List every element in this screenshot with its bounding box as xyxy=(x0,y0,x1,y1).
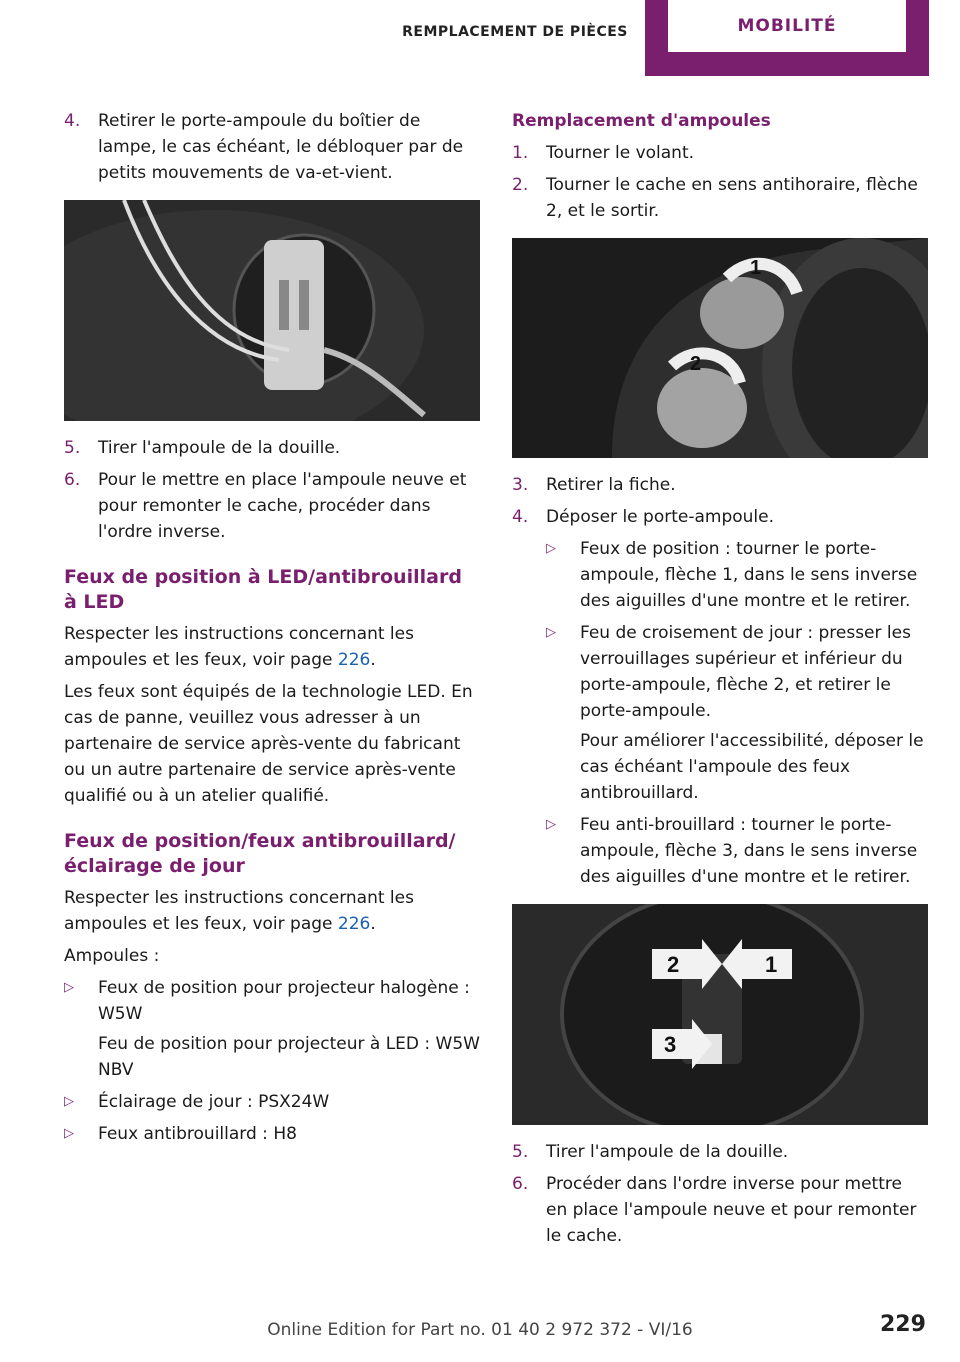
step-number: 5. xyxy=(64,438,81,458)
bullet-text: Feux de position : tourner le porte-ampoule, flèche 1, dans le sens inverse des aiguilles d'une montre et le retirer. xyxy=(580,539,918,611)
footer-edition: Online Edition for Part no. 01 40 2 972 372 - VI/16 xyxy=(267,1320,693,1340)
bulb-socket-photo xyxy=(512,904,928,1125)
page-number: 229 xyxy=(880,1312,926,1337)
step-number: 6. xyxy=(64,470,81,490)
header-section-title: REMPLACEMENT DE PIÈCES xyxy=(402,24,628,40)
header-tab-mobilite[interactable]: MOBILITÉ xyxy=(668,0,906,52)
list-item xyxy=(64,1121,480,1147)
heading-led: Feux de position à LED/antibrouillard à LED xyxy=(64,566,462,613)
step-text: Procéder dans l'ordre inverse pour mettre en place l'ampoule neuve et pour remonter le cache. xyxy=(546,1174,917,1246)
step-item xyxy=(512,472,928,498)
paragraph: Les feux sont équipés de la technologie LED. En cas de panne, veuillez vous adresser à un partenaire de service après-vente du fabricant ou un autre partenaire de service après-vente qualifié ou à un atelier qualifié. xyxy=(64,682,473,806)
bullet-text: Éclairage de jour : PSX24W xyxy=(98,1092,330,1112)
heading-replacement: Remplacement d'ampoules xyxy=(512,111,771,131)
wheel-arch-cover-photo xyxy=(512,238,928,458)
step-item xyxy=(512,1139,928,1165)
step-item xyxy=(512,140,928,166)
triangle-bullet-icon: ▷ xyxy=(546,625,556,640)
step-text: Tourner le cache en sens antihoraire, flèche 2, et le sortir. xyxy=(546,175,918,221)
step-text: Tirer l'ampoule de la douille. xyxy=(546,1142,789,1162)
triangle-bullet-icon: ▷ xyxy=(546,817,556,832)
list-item xyxy=(64,1089,480,1115)
bullet-text: Feu anti-brouillard : tourner le porte-ampoule, flèche 3, dans le sens inverse des aiguilles d'une montre et le retirer. xyxy=(580,815,918,887)
step-number: 5. xyxy=(512,1142,529,1162)
arrow-label: 1 xyxy=(750,257,762,279)
heading-position-lights: Feux de position/feux antibrouillard/éclairage de jour xyxy=(64,830,456,877)
step-text: Tirer l'ampoule de la douille. xyxy=(98,438,341,458)
step-number: 1. xyxy=(512,143,529,163)
bullet-subtext: Pour améliorer l'accessibilité, déposer le cas échéant l'ampoule des feux antibrouillard. xyxy=(580,731,924,803)
step-number: 2. xyxy=(512,175,529,195)
step-item xyxy=(64,108,480,186)
step-text: Retirer le porte-ampoule du boîtier de lampe, le cas échéant, le débloquer par de petits mouvements de va-et-vient. xyxy=(98,111,464,183)
list-item xyxy=(546,812,928,890)
arrow-label: 2 xyxy=(690,353,702,375)
ampoules-label: Ampoules : xyxy=(64,946,160,966)
step-text: Déposer le porte-ampoule. xyxy=(546,507,775,527)
step-number: 4. xyxy=(64,111,81,131)
paragraph: Respecter les instructions concernant les ampoules et les feux, voir page 226. xyxy=(64,888,414,934)
triangle-bullet-icon: ▷ xyxy=(64,980,74,995)
arrow-label: 1 xyxy=(765,952,778,977)
page-link[interactable]: 226 xyxy=(337,914,371,934)
bullet-subtext: Feu de position pour projecteur à LED : W5W NBV xyxy=(98,1034,480,1080)
bullet-text: Feu de croisement de jour : presser les verrouillages supérieur et inférieur du porte-ampoule, flèche 2, et retirer le porte-ampoule. xyxy=(580,623,911,721)
step-text: Tourner le volant. xyxy=(546,143,695,163)
step-text: Pour le mettre en place l'ampoule neuve et pour remonter le cache, procéder dans l'ordre inverse. xyxy=(98,470,467,542)
step-number: 6. xyxy=(512,1174,529,1194)
right-column xyxy=(512,108,928,1255)
triangle-bullet-icon: ▷ xyxy=(546,541,556,556)
arrow-label: 3 xyxy=(664,1032,677,1057)
bullet-text: Feux de position pour projecteur halogène : W5W xyxy=(98,978,470,1024)
arrow-label: 2 xyxy=(667,952,680,977)
bullet-text: Feux antibrouillard : H8 xyxy=(98,1124,297,1144)
list-item xyxy=(546,620,928,806)
list-item xyxy=(546,536,928,614)
page-link[interactable]: 226 xyxy=(337,650,371,670)
step-item xyxy=(512,504,928,530)
step-item xyxy=(512,1171,928,1249)
triangle-bullet-icon: ▷ xyxy=(64,1094,74,1109)
step-text: Retirer la fiche. xyxy=(546,475,676,495)
list-item xyxy=(64,975,480,1083)
bulb-holder-photo xyxy=(64,200,480,421)
step-number: 3. xyxy=(512,475,529,495)
step-item xyxy=(512,172,928,224)
paragraph: Respecter les instructions concernant les ampoules et les feux, voir page 226. xyxy=(64,624,414,670)
step-item xyxy=(64,467,480,545)
step-item xyxy=(64,435,480,461)
left-column xyxy=(64,108,480,1153)
triangle-bullet-icon: ▷ xyxy=(64,1126,74,1141)
step-number: 4. xyxy=(512,507,529,527)
